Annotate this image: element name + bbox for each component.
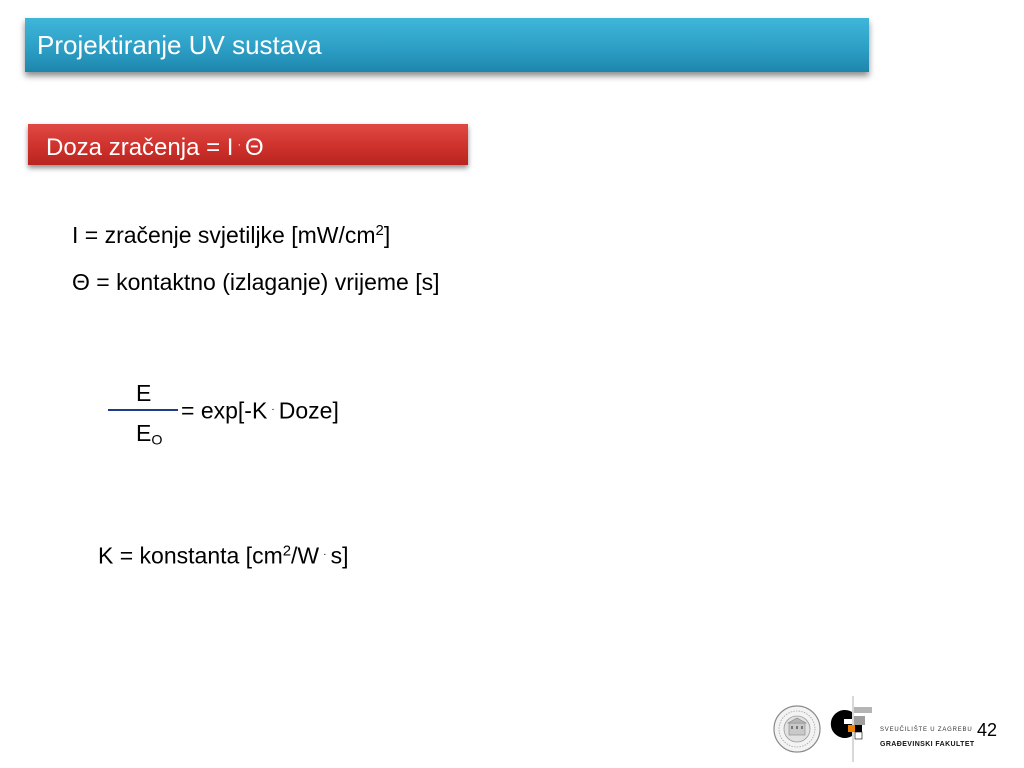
faculty-name: GRAĐEVINSKI FAKULTET [880, 741, 975, 748]
definition-intensity-tail: ] [383, 222, 391, 248]
faculty-logo-icon [824, 694, 876, 764]
definition-intensity-sup: 2 [375, 221, 384, 239]
definition-intensity-text: I = zračenje svjetiljke [mW/cm [72, 222, 376, 248]
fraction-line [108, 409, 178, 411]
constant-suffix: s] [330, 542, 349, 569]
fraction-denominator [136, 419, 162, 455]
dose-banner-prefix: Doza zračenja = I [46, 134, 234, 162]
fraction-denominator-base: E [136, 420, 152, 446]
constant-prefix: K = konstanta [cm [98, 542, 283, 569]
multiply-dot: · [323, 549, 327, 560]
title-bar [25, 18, 869, 72]
formula-rhs [181, 396, 339, 425]
fraction-numerator: E [136, 380, 152, 406]
university-seal-icon [773, 705, 821, 753]
multiply-dot: · [271, 404, 275, 415]
slide-title: Projektiranje UV sustava [37, 30, 322, 60]
footer-logos [770, 694, 975, 764]
university-name: SVEUČILIŠTE U ZAGREBU [880, 727, 973, 733]
dose-banner [28, 124, 468, 165]
constant-definition [98, 540, 349, 571]
formula-rhs-prefix: = exp[-K [181, 397, 268, 424]
constant-sup: 2 [282, 542, 292, 560]
page-number: 42 [977, 720, 998, 740]
constant-middle: /W [291, 542, 320, 569]
formula-rhs-suffix: Doze] [278, 397, 339, 424]
multiply-dot: · [237, 139, 242, 151]
fraction-denominator-sub: O [151, 432, 163, 449]
definition-intensity [72, 220, 390, 250]
dose-banner-text [46, 130, 264, 163]
definition-time-text: Θ = kontaktno (izlaganje) vrijeme [s] [72, 269, 440, 295]
dose-banner-suffix: Θ [245, 134, 264, 162]
definition-time [72, 267, 440, 297]
